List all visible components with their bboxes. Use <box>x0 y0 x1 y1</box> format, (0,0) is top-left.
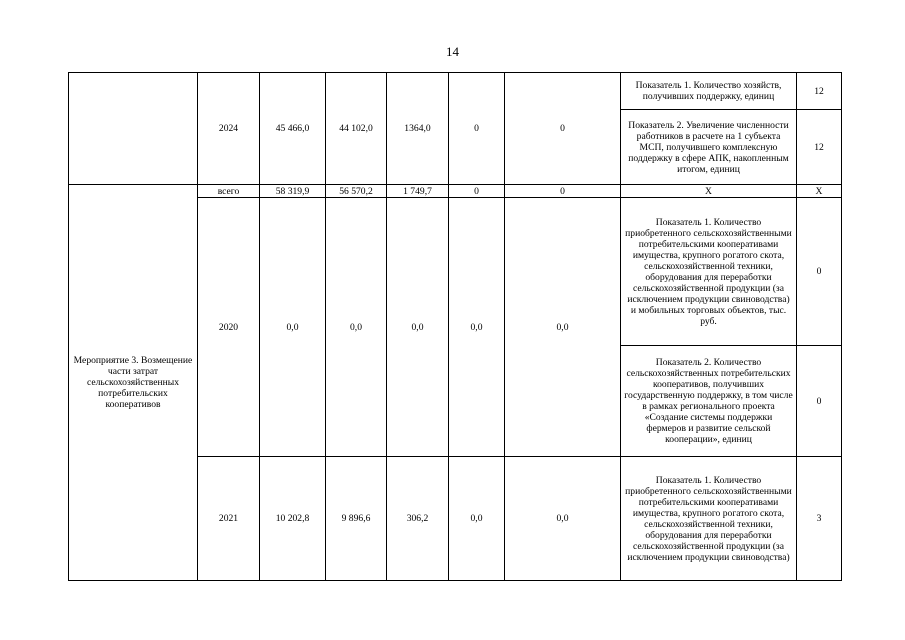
local-cell: 0,0 <box>449 457 505 581</box>
regional-cell: 306,2 <box>387 457 449 581</box>
other-cell: 0 <box>505 73 621 185</box>
regional-cell: 1364,0 <box>387 73 449 185</box>
program-table <box>68 72 842 581</box>
regional-cell: 1 749,7 <box>387 185 449 198</box>
federal-cell: 0,0 <box>326 198 387 457</box>
local-cell: 0,0 <box>449 198 505 457</box>
total-cell: 10 202,8 <box>260 457 326 581</box>
indicator-value: 12 <box>797 73 842 110</box>
federal-cell: 56 570,2 <box>326 185 387 198</box>
local-cell: 0 <box>449 73 505 185</box>
local-cell: 0 <box>449 185 505 198</box>
indicator-value: 0 <box>797 198 842 346</box>
indicator-value: 12 <box>797 110 842 185</box>
total-cell: 58 319,9 <box>260 185 326 198</box>
regional-cell: 0,0 <box>387 198 449 457</box>
year-cell: всего <box>198 185 260 198</box>
other-cell: 0,0 <box>505 198 621 457</box>
indicator-value: 3 <box>797 457 842 581</box>
indicator-text: Показатель 1. Количество приобретенного сельскохозяйственными потребительскими кооперативами имущества, крупного рогатого скота, сельскохозяйственной техники, оборудования для переработки сельскохозяйственной продукции (за исключением продукции свиноводства) и мобильных торговых объектов, тыс. руб. <box>621 198 797 346</box>
page-number: 14 <box>446 44 459 59</box>
other-cell: 0,0 <box>505 457 621 581</box>
federal-cell: 9 896,6 <box>326 457 387 581</box>
year-cell: 2024 <box>198 73 260 185</box>
indicator-text: Показатель 2. Увеличение численности работников в расчете на 1 субъекта МСП, получившего комплексную поддержку в сфере АПК, накопленным итогом, единиц <box>621 110 797 185</box>
indicator-value: 0 <box>797 346 842 457</box>
indicator-text: Показатель 1. Количество приобретенного сельскохозяйственными потребительскими кооперативами имущества, крупного рогатого скота, сельскохозяйственной техники, оборудования для переработки сельскохозяйственной продукции (за исключением продукции свиноводства) <box>621 457 797 581</box>
total-cell: 0,0 <box>260 198 326 457</box>
year-cell: 2021 <box>198 457 260 581</box>
year-cell: 2020 <box>198 198 260 457</box>
federal-cell: 44 102,0 <box>326 73 387 185</box>
measure-name: Мероприятие 3. Возмещение части затрат сельскохозяйственных потребительских кооперативов <box>69 185 198 581</box>
indicator-value: X <box>797 185 842 198</box>
indicator-text: Показатель 1. Количество хозяйств, получивших поддержку, единиц <box>621 73 797 110</box>
other-cell: 0 <box>505 185 621 198</box>
indicator-text: X <box>621 185 797 198</box>
event-name-cell-empty <box>69 73 198 185</box>
indicator-text: Показатель 2. Количество сельскохозяйственных потребительских кооперативов, получивших государственную поддержку, в том числе в рамках регионального проекта «Создание системы поддержки фермеров и развитие сельской кооперации», единиц <box>621 346 797 457</box>
total-cell: 45 466,0 <box>260 73 326 185</box>
